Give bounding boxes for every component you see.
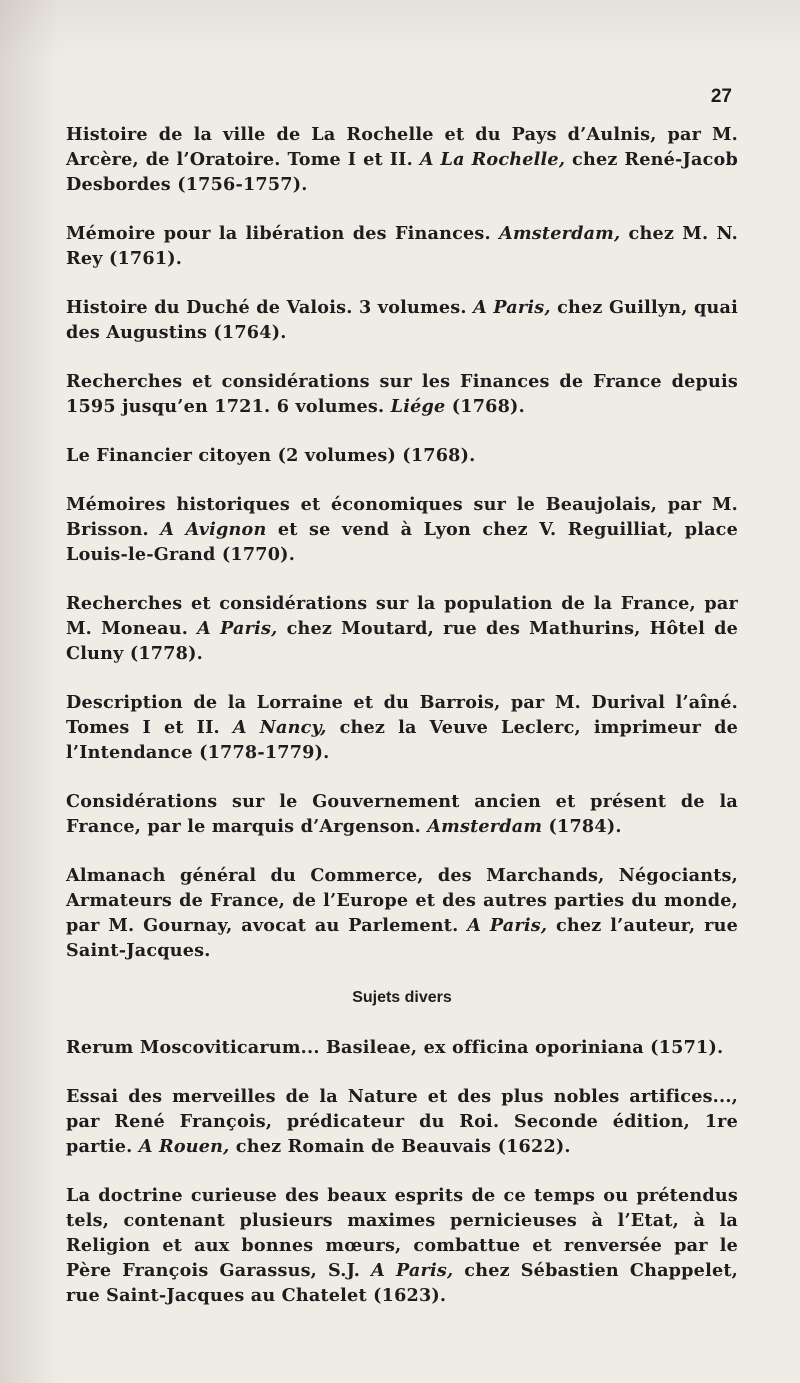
section-title: Sujets divers [352,989,452,1006]
entry-place: A Nancy, [232,717,327,738]
entry-text: Considérations sur le Gouvernement ancien et présent de la France, par le marquis d’Argenson. [66,791,738,837]
entry-place: A Paris, [467,915,548,936]
bibliography-entry [66,1183,738,1308]
entry-rest: chez M. N. Rey (1761). [66,223,738,269]
page-top-shade [0,0,800,60]
entry-text: Recherches et considérations sur la population de la France, par M. Moneau. [66,593,738,639]
entry-place: A Paris, [371,1260,454,1281]
entry-rest: chez René-Jacob Desbordes (1756-1757). [66,149,738,195]
entry-place: A Avignon [160,519,267,540]
entry-place: A Paris, [473,297,551,318]
entry-rest: (1784). [542,816,622,837]
entry-rest: chez Guillyn, quai des Augustins (1764). [66,297,738,343]
bibliography-entry [66,591,738,666]
entry-text: Description de la Lorraine et du Barrois, par M. Durival l’aîné. Tomes I et II. [66,692,738,738]
bibliography-entry [66,863,738,963]
entry-text: Histoire du Duché de Valois. 3 volumes. [66,297,474,318]
page-edge-shadow [0,0,60,1383]
entry-place: Liége [390,396,446,417]
bibliography-entry [66,221,738,271]
entry-place: A La Rochelle, [419,149,566,170]
entries-top [66,122,738,963]
entry-place: Amsterdam [427,816,543,837]
entry-place: A Paris, [197,618,278,639]
entry-rest: (1768). [445,396,525,417]
entry-text: Recherches et considérations sur les Finances de France depuis 1595 jusqu’en 1721. 6 volumes. [66,371,738,417]
bibliography-entry [66,443,738,468]
bibliography-entry [66,295,738,345]
bibliography-entry [66,1035,738,1060]
entry-place: Amsterdam, [499,223,621,244]
bibliography-entry [66,789,738,839]
bibliography-list [66,122,738,1332]
entry-text: Le Financier citoyen (2 volumes) (1768). [66,445,476,466]
entry-text: Almanach général du Commerce, des Marchands, Négociants, Armateurs de France, de l’Europe et des autres parties du monde, par M. Gournay, avocat au Parlement. [66,865,738,936]
entry-text: Rerum Moscoviticarum... Basileae, ex officina oporiniana (1571). [66,1037,724,1058]
entry-text: Histoire de la ville de La Rochelle et du Pays d’Aulnis, par M. Arcère, de l’Oratoire. Tome I et II. [66,124,738,170]
entry-rest: chez la Veuve Leclerc, imprimeur de l’Intendance (1778-1779). [66,717,738,763]
entry-place: A Rouen, [138,1136,230,1157]
entry-rest: chez Moutard, rue des Mathurins, Hôtel de Cluny (1778). [66,618,739,664]
bibliography-entry [66,369,738,419]
bibliography-entry [66,1084,738,1159]
bibliography-entry [66,492,738,567]
entry-rest: et se vend à Lyon chez V. Reguilliat, place Louis-le-Grand (1770). [66,519,738,565]
page-number: 27 [710,86,732,107]
entry-rest: chez Romain de Beauvais (1622). [229,1136,571,1157]
entry-text: Mémoires historiques et économiques sur le Beaujolais, par M. Brisson. [66,494,738,540]
bibliography-entry [66,122,738,197]
entry-rest: chez l’auteur, rue Saint-Jacques. [66,915,738,961]
entry-text: Mémoire pour la libération des Finances. [66,223,500,244]
entries-bottom [66,1035,738,1308]
entry-text: Essai des merveilles de la Nature et des plus nobles artifices..., par René François, prédicateur du Roi. Seconde édition, 1re partie. [66,1086,738,1157]
entry-rest: chez Sébastien Chappelet, rue Saint-Jacques au Chatelet (1623). [66,1260,738,1306]
entry-text: La doctrine curieuse des beaux esprits de ce temps ou prétendus tels, contenant plusieurs maximes pernicieuses à l’Etat, à la Religion et aux bonnes mœurs, combattue et renversée par le Père François Garassus, S.J. [66,1185,738,1281]
bibliography-entry [66,690,738,765]
